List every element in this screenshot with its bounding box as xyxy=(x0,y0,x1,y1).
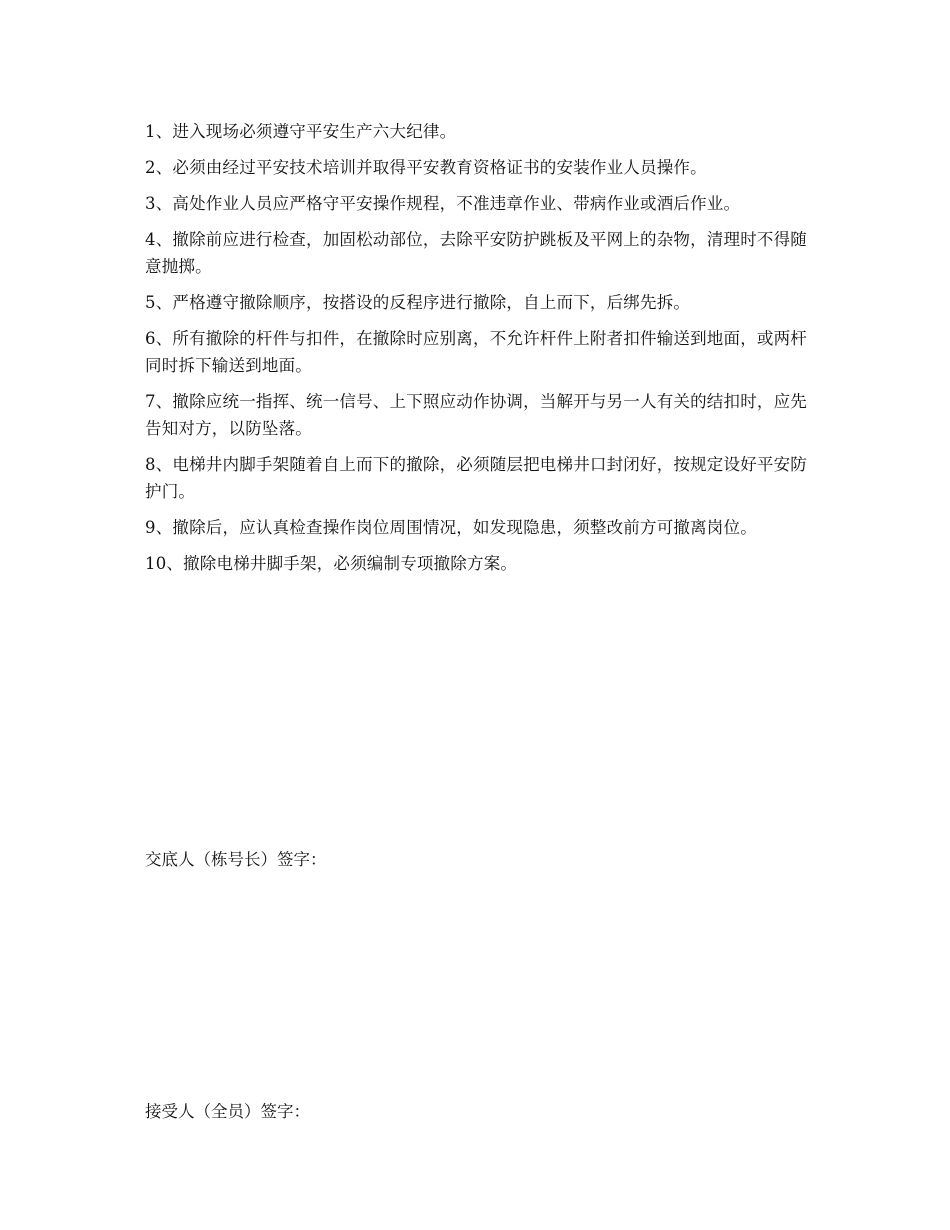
rule-item: 3、高处作业人员应严格守平安操作规程，不准违章作业、带病作业或酒后作业。 xyxy=(145,194,741,213)
rule-item: 2、必须由经过平安技术培训并取得平安教育资格证书的安装作业人员操作。 xyxy=(145,158,707,177)
discloser-signature-label: 交底人（栋号长）签字： xyxy=(145,850,327,869)
rule-item: 6、所有撤除的杆件与扣件，在撤除时应别离，不允许杆件上附者扣件输送到地面，或两杆同时拆下输送到地面。 xyxy=(145,329,807,375)
rule-item: 7、撤除应统一指挥、统一信号、上下照应动作协调，当解开与另一人有关的结扣时，应先告知对方，以防坠落。 xyxy=(145,392,807,438)
rule-item: 4、撤除前应进行检查，加固松动部位，去除平安防护跳板及平网上的杂物，清理时不得随意抛掷。 xyxy=(145,230,807,276)
rule-item: 10、撤除电梯井脚手架，必须编制专项撤除方案。 xyxy=(145,554,518,573)
receiver-signature-label: 接受人（全员）签字： xyxy=(145,1102,310,1121)
safety-rules-list xyxy=(145,118,815,586)
rule-item: 9、撤除后，应认真检查操作岗位周围情况，如发现隐患，须整改前方可撤离岗位。 xyxy=(145,518,757,537)
rule-item: 8、电梯井内脚手架随着自上而下的撤除，必须随层把电梯井口封闭好，按规定设好平安防护门。 xyxy=(145,455,807,501)
rule-item: 1、进入现场必须遵守平安生产六大纪律。 xyxy=(145,122,457,141)
rule-item: 5、严格遵守撤除顺序，按搭设的反程序进行撤除，自上而下，后绑先拆。 xyxy=(145,293,691,312)
